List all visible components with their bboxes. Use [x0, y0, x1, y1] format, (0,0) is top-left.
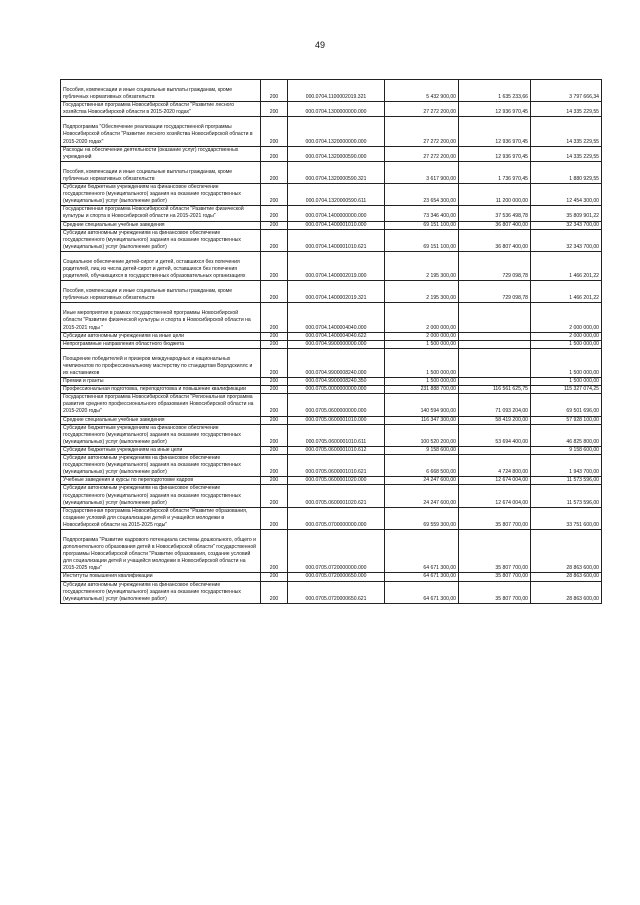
row-executed-amount-cell [459, 348, 531, 377]
row-executed-amount-cell: 4 724 800,00 [459, 455, 531, 477]
row-name-cell: Пособия, компенсации и иные социальные выплаты гражданам, кроме публичных нормативных обязательств [61, 281, 261, 303]
row-executed-amount-cell: 58 419 200,00 [459, 416, 531, 424]
row-executed-amount-cell: 12 936 970,45 [459, 146, 531, 161]
row-name-cell: Пособия, компенсации и иные социальные выплаты гражданам, кроме публичных нормативных обязательств [61, 161, 261, 183]
row-remaining-amount-cell: 14 335 229,55 [531, 102, 602, 117]
row-approved-amount-cell: 69 559 300,00 [385, 507, 459, 529]
row-name-cell: Субсидии автономным учреждениям на финансовое обеспечение государственного (муниципального) задания на оказание государственных (муниципальных) услуг (выполнение работ) [61, 485, 261, 507]
row-executed-amount-cell [459, 332, 531, 340]
row-code-cell: 200 [261, 221, 288, 229]
row-code-cell: 200 [261, 446, 288, 454]
row-code-cell: 200 [261, 485, 288, 507]
row-classification-code-cell: 000.0705.0600001010.000 [288, 416, 385, 424]
row-code-cell: 200 [261, 507, 288, 529]
row-approved-amount-cell: 69 151 100,00 [385, 221, 459, 229]
table-row [61, 146, 602, 161]
row-executed-amount-cell: 729 098,78 [459, 251, 531, 280]
table-row [61, 206, 602, 221]
table-row [61, 161, 602, 183]
row-code-cell: 200 [261, 378, 288, 386]
row-approved-amount-cell: 64 671 300,00 [385, 529, 459, 572]
row-approved-amount-cell: 6 668 500,00 [385, 455, 459, 477]
row-name-cell: Субсидии бюджетным учреждениям на иные цели [61, 446, 261, 454]
row-name-cell: Учебные заведения и курсы по переподготовке кадров [61, 477, 261, 485]
row-code-cell: 200 [261, 477, 288, 485]
row-remaining-amount-cell: 1 500 000,00 [531, 348, 602, 377]
row-remaining-amount-cell: 69 501 696,00 [531, 394, 602, 416]
row-approved-amount-cell: 64 671 300,00 [385, 573, 459, 581]
row-classification-code-cell: 000.0704.1400004040.000 [288, 303, 385, 332]
row-executed-amount-cell: 71 093 204,00 [459, 394, 531, 416]
row-executed-amount-cell: 116 561 625,75 [459, 386, 531, 394]
table-row [61, 477, 602, 485]
row-name-cell: Пособия, компенсации и иные социальные выплаты гражданам, кроме публичных нормативных обязательств [61, 80, 261, 102]
row-remaining-amount-cell: 14 335 229,55 [531, 117, 602, 146]
row-name-cell: Государственная программа Новосибирской области "Развитие образования, создание условий для социализации детей и учащейся молодежи в Новосибирской области на 2015-2025 годы" [61, 507, 261, 529]
row-approved-amount-cell: 2 000 000,00 [385, 332, 459, 340]
row-remaining-amount-cell: 46 825 800,00 [531, 424, 602, 446]
row-approved-amount-cell: 64 671 300,00 [385, 581, 459, 603]
table-row [61, 416, 602, 424]
table-row [61, 581, 602, 603]
page-number: 49 [314, 40, 325, 50]
row-code-cell: 200 [261, 161, 288, 183]
row-name-cell: Государственная программа Новосибирской области "Развитие физической культуры и спорта в Новосибирской области на 2015-2021 годы" [61, 206, 261, 221]
row-executed-amount-cell [459, 446, 531, 454]
row-code-cell: 200 [261, 146, 288, 161]
row-classification-code-cell: 000.0704.1320000000.000 [288, 117, 385, 146]
row-name-cell: Средние специальные учебные заведения [61, 221, 261, 229]
row-remaining-amount-cell: 14 335 229,55 [531, 146, 602, 161]
row-code-cell: 200 [261, 251, 288, 280]
row-name-cell: Субсидии автономным учреждениям на финансовое обеспечение государственного (муниципального) задания на оказание государственных (муниципальных) услуг (выполнение работ) [61, 229, 261, 251]
row-classification-code-cell: 000.0705.0000000000.000 [288, 386, 385, 394]
row-classification-code-cell: 000.0704.1400004040.622 [288, 332, 385, 340]
row-approved-amount-cell: 1 500 000,00 [385, 378, 459, 386]
row-remaining-amount-cell: 1 943 700,00 [531, 455, 602, 477]
budget-table [60, 79, 602, 604]
row-remaining-amount-cell: 3 797 666,34 [531, 80, 602, 102]
table-row [61, 340, 602, 348]
row-remaining-amount-cell: 28 863 600,00 [531, 529, 602, 572]
row-executed-amount-cell: 36 807 400,00 [459, 221, 531, 229]
row-code-cell: 200 [261, 386, 288, 394]
row-classification-code-cell: 000.0704.9900008240.000 [288, 348, 385, 377]
budget-table-body [61, 80, 602, 604]
row-code-cell: 200 [261, 348, 288, 377]
row-name-cell: Субсидии бюджетным учреждениям на финансовое обеспечение государственного (муниципального) задания на оказание государственных (муниципальных) услуг (выполнение работ) [61, 184, 261, 206]
row-classification-code-cell: 000.0704.9900000000.000 [288, 340, 385, 348]
row-classification-code-cell: 000.0704.1300000000.000 [288, 102, 385, 117]
row-remaining-amount-cell: 32 343 700,00 [531, 229, 602, 251]
row-approved-amount-cell: 23 654 300,00 [385, 184, 459, 206]
row-code-cell: 200 [261, 332, 288, 340]
row-classification-code-cell: 000.0705.0600001020.000 [288, 477, 385, 485]
row-executed-amount-cell [459, 340, 531, 348]
row-classification-code-cell: 000.0705.0720000650.000 [288, 573, 385, 581]
row-approved-amount-cell: 140 594 900,00 [385, 394, 459, 416]
row-approved-amount-cell: 100 520 200,00 [385, 424, 459, 446]
table-row [61, 80, 602, 102]
row-code-cell: 200 [261, 416, 288, 424]
row-classification-code-cell: 000.0705.0700000000.000 [288, 507, 385, 529]
row-name-cell: Премии и гранты [61, 378, 261, 386]
row-code-cell: 200 [261, 206, 288, 221]
row-executed-amount-cell: 35 807 700,00 [459, 529, 531, 572]
table-row [61, 446, 602, 454]
row-name-cell: Социальное обеспечение детей-сирот и детей, оставшихся без попечения родителей, лиц из числа детей-сирот и детей, оставшихся без попечения родителей, обучающихся в государственных образовательных организациях [61, 251, 261, 280]
table-row [61, 117, 602, 146]
row-classification-code-cell: 000.0705.0720000650.621 [288, 581, 385, 603]
row-approved-amount-cell: 2 195 300,00 [385, 281, 459, 303]
row-remaining-amount-cell: 2 000 000,00 [531, 303, 602, 332]
row-remaining-amount-cell: 32 343 700,00 [531, 221, 602, 229]
row-executed-amount-cell: 53 694 400,00 [459, 424, 531, 446]
row-executed-amount-cell: 37 536 498,78 [459, 206, 531, 221]
row-approved-amount-cell: 5 432 900,00 [385, 80, 459, 102]
row-code-cell: 200 [261, 424, 288, 446]
row-approved-amount-cell: 27 272 200,00 [385, 146, 459, 161]
row-name-cell: Подпрограмма "Обеспечение реализации государственной программы Новосибирской области "Развитие лесного хозяйства Новосибирской области в 2015-2020 годах" [61, 117, 261, 146]
table-row [61, 221, 602, 229]
row-classification-code-cell: 000.0704.1320000590.611 [288, 184, 385, 206]
table-row [61, 378, 602, 386]
row-remaining-amount-cell: 1 500 000,00 [531, 378, 602, 386]
row-executed-amount-cell [459, 303, 531, 332]
table-row [61, 303, 602, 332]
row-approved-amount-cell: 3 617 900,00 [385, 161, 459, 183]
row-name-cell: Подпрограмма "Развитие кадрового потенциала системы дошкольного, общего и дополнительного образования детей в Новосибирской области" государственной программы Новосибирской области "Развитие образования, создание условий для социализации детей и учащейся молодежи в Новосибирской области на 2015-2025 годы" [61, 529, 261, 572]
row-name-cell: Иные мероприятия в рамках государственной программы Новосибирской области "Развитие физической культуры и спорта в Новосибирской области на 2015-2021 годы " [61, 303, 261, 332]
row-code-cell: 200 [261, 529, 288, 572]
row-remaining-amount-cell: 1 500 000,00 [531, 340, 602, 348]
row-remaining-amount-cell: 1 880 929,55 [531, 161, 602, 183]
table-row [61, 485, 602, 507]
row-approved-amount-cell: 73 346 400,00 [385, 206, 459, 221]
row-classification-code-cell: 000.0704.1100002019.321 [288, 80, 385, 102]
row-executed-amount-cell: 35 807 700,00 [459, 573, 531, 581]
table-row [61, 251, 602, 280]
row-remaining-amount-cell: 33 751 600,00 [531, 507, 602, 529]
row-name-cell: Непрограммные направления областного бюджета [61, 340, 261, 348]
row-remaining-amount-cell: 9 158 600,00 [531, 446, 602, 454]
row-classification-code-cell: 000.0704.1400002019.000 [288, 251, 385, 280]
row-classification-code-cell: 000.0704.1400002019.321 [288, 281, 385, 303]
row-remaining-amount-cell: 115 327 074,25 [531, 386, 602, 394]
row-name-cell: Средние специальные учебные заведения [61, 416, 261, 424]
row-approved-amount-cell: 24 247 600,00 [385, 477, 459, 485]
row-executed-amount-cell: 12 674 004,00 [459, 477, 531, 485]
row-name-cell: Профессиональная подготовка, переподготовка и повышение квалификации [61, 386, 261, 394]
row-code-cell: 200 [261, 80, 288, 102]
row-name-cell: Субсидии бюджетным учреждениям на финансовое обеспечение государственного (муниципального) задания на оказание государственных (муниципальных) услуг (выполнение работ) [61, 424, 261, 446]
row-approved-amount-cell: 27 272 200,00 [385, 102, 459, 117]
row-approved-amount-cell: 2 000 000,00 [385, 303, 459, 332]
row-name-cell: Расходы на обеспечение деятельности (оказание услуг) государственных учреждений [61, 146, 261, 161]
row-approved-amount-cell: 1 500 000,00 [385, 348, 459, 377]
row-remaining-amount-cell: 35 809 901,22 [531, 206, 602, 221]
row-remaining-amount-cell: 28 863 600,00 [531, 581, 602, 603]
row-classification-code-cell: 000.0705.0600000000.000 [288, 394, 385, 416]
row-code-cell: 200 [261, 455, 288, 477]
row-approved-amount-cell: 9 158 600,00 [385, 446, 459, 454]
row-classification-code-cell: 000.0705.0600001010.621 [288, 455, 385, 477]
row-code-cell: 200 [261, 229, 288, 251]
row-remaining-amount-cell: 11 573 596,00 [531, 477, 602, 485]
table-row [61, 102, 602, 117]
row-code-cell: 200 [261, 573, 288, 581]
row-executed-amount-cell: 35 807 700,00 [459, 581, 531, 603]
row-name-cell: Государственная программа Новосибирской области "Развитие лесного хозяйства Новосибирской области в 2015-2020 годах" [61, 102, 261, 117]
row-code-cell: 200 [261, 102, 288, 117]
table-row [61, 455, 602, 477]
table-row [61, 229, 602, 251]
row-name-cell: Субсидии автономным учреждениям на финансовое обеспечение государственного (муниципального) задания на оказание государственных (муниципальных) услуг (выполнение работ) [61, 455, 261, 477]
row-approved-amount-cell: 27 272 200,00 [385, 117, 459, 146]
row-executed-amount-cell: 12 674 004,00 [459, 485, 531, 507]
row-executed-amount-cell: 12 936 970,45 [459, 102, 531, 117]
row-name-cell: Государственная программа Новосибирской области "Региональная программа развития среднего профессионального образования Новосибирской области на 2015-2020 годы" [61, 394, 261, 416]
row-classification-code-cell: 000.0704.1320000590.321 [288, 161, 385, 183]
row-classification-code-cell: 000.0704.1400001010.000 [288, 221, 385, 229]
row-executed-amount-cell: 12 936 970,45 [459, 117, 531, 146]
row-approved-amount-cell: 231 888 700,00 [385, 386, 459, 394]
row-classification-code-cell: 000.0704.1400001010.621 [288, 229, 385, 251]
row-classification-code-cell: 000.0704.1400000000.000 [288, 206, 385, 221]
row-executed-amount-cell: 729 098,78 [459, 281, 531, 303]
row-name-cell: Институты повышения квалификации [61, 573, 261, 581]
row-code-cell: 200 [261, 303, 288, 332]
table-row [61, 184, 602, 206]
table-row [61, 529, 602, 572]
row-classification-code-cell: 000.0705.0600001010.612 [288, 446, 385, 454]
table-row [61, 507, 602, 529]
row-code-cell: 200 [261, 340, 288, 348]
row-approved-amount-cell: 24 247 600,00 [385, 485, 459, 507]
row-remaining-amount-cell: 1 466 201,22 [531, 251, 602, 280]
table-row [61, 573, 602, 581]
table-row [61, 332, 602, 340]
row-code-cell: 200 [261, 394, 288, 416]
row-approved-amount-cell: 1 500 000,00 [385, 340, 459, 348]
row-remaining-amount-cell: 2 000 000,00 [531, 332, 602, 340]
row-code-cell: 200 [261, 581, 288, 603]
row-code-cell: 200 [261, 117, 288, 146]
row-executed-amount-cell: 1 635 233,66 [459, 80, 531, 102]
table-row [61, 424, 602, 446]
row-executed-amount-cell: 11 200 000,00 [459, 184, 531, 206]
row-executed-amount-cell: 1 736 970,45 [459, 161, 531, 183]
row-remaining-amount-cell: 1 466 201,22 [531, 281, 602, 303]
row-executed-amount-cell: 35 807 700,00 [459, 507, 531, 529]
row-remaining-amount-cell: 28 863 600,00 [531, 573, 602, 581]
table-row [61, 348, 602, 377]
row-remaining-amount-cell: 57 928 100,00 [531, 416, 602, 424]
table-row [61, 281, 602, 303]
row-executed-amount-cell [459, 378, 531, 386]
row-approved-amount-cell: 69 151 100,00 [385, 229, 459, 251]
row-approved-amount-cell: 2 195 300,00 [385, 251, 459, 280]
row-name-cell: Субсидии автономным учреждениям на иные цели [61, 332, 261, 340]
row-classification-code-cell: 000.0705.0720000000.000 [288, 529, 385, 572]
row-classification-code-cell: 000.0705.0600001020.621 [288, 485, 385, 507]
row-approved-amount-cell: 116 347 300,00 [385, 416, 459, 424]
table-row [61, 394, 602, 416]
table-row [61, 386, 602, 394]
row-executed-amount-cell: 36 807 400,00 [459, 229, 531, 251]
row-name-cell: Субсидии автономным учреждениям на финансовое обеспечение государственного (муниципального) задания на оказание государственных (муниципальных) услуг (выполнение работ) [61, 581, 261, 603]
row-code-cell: 200 [261, 184, 288, 206]
row-remaining-amount-cell: 12 454 300,00 [531, 184, 602, 206]
row-classification-code-cell: 000.0705.0600001010.611 [288, 424, 385, 446]
row-name-cell: Поощрение победителей и призеров международных и национальных чемпионатов по профессиональному мастерству по стандартам Ворлдскиллс и их наставников [61, 348, 261, 377]
row-remaining-amount-cell: 11 573 596,00 [531, 485, 602, 507]
row-classification-code-cell: 000.0704.1320000590.000 [288, 146, 385, 161]
row-classification-code-cell: 000.0704.9900008240.350 [288, 378, 385, 386]
row-code-cell: 200 [261, 281, 288, 303]
